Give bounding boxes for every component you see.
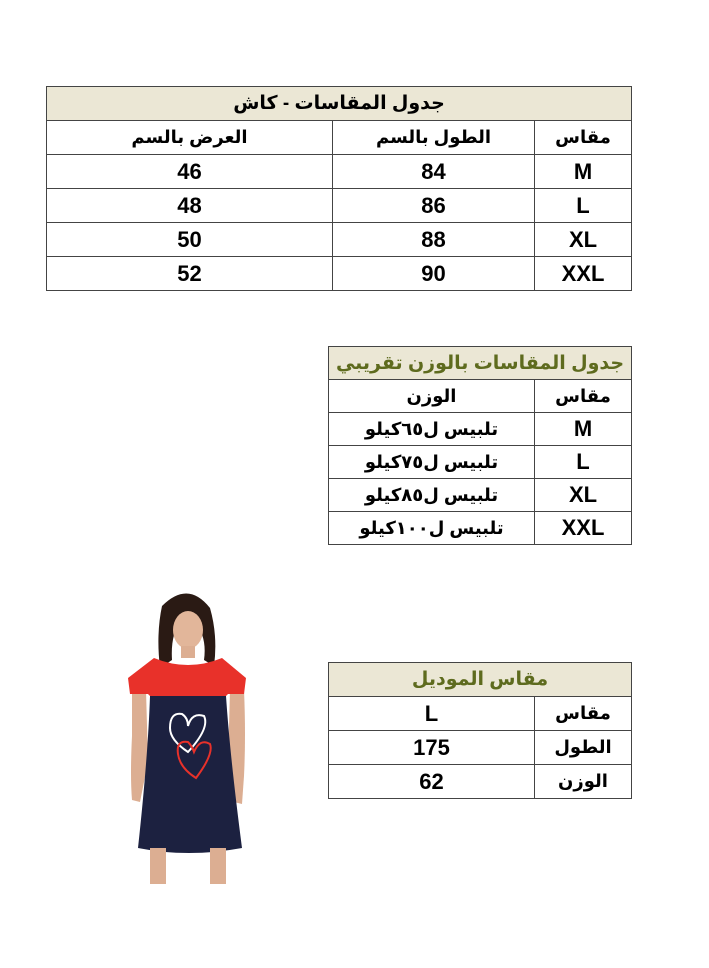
table-row	[329, 446, 632, 479]
length-cell: 90	[333, 257, 535, 291]
size-cell: XXL	[535, 512, 632, 545]
table-row	[47, 155, 632, 189]
size-cell: XXL	[535, 257, 632, 291]
header-size: مقاس	[535, 380, 632, 413]
table-row	[47, 189, 632, 223]
width-cell: 52	[47, 257, 333, 291]
length-cell: 84	[333, 155, 535, 189]
length-cell: 86	[333, 189, 535, 223]
model-label-cell: مقاس	[535, 697, 632, 731]
table-row	[329, 512, 632, 545]
model-right-leg	[210, 848, 226, 884]
weight-chart-table	[328, 346, 632, 545]
dress-top	[128, 658, 246, 696]
model-left-leg	[150, 848, 166, 884]
size-cell: L	[535, 189, 632, 223]
size-cell: XL	[535, 223, 632, 257]
model-photo	[118, 586, 258, 886]
model-value-cell: 175	[329, 731, 535, 765]
weight-chart-title: جدول المقاسات بالوزن تقريبي	[329, 347, 632, 380]
model-value-cell: L	[329, 697, 535, 731]
width-cell: 48	[47, 189, 333, 223]
weight-cell: تلبيس ل٧٥كيلو	[329, 446, 535, 479]
weight-cell: تلبيس ل١٠٠كيلو	[329, 512, 535, 545]
size-cell: M	[535, 413, 632, 446]
header-length: الطول بالسم	[333, 121, 535, 155]
weight-cell: تلبيس ل٦٥كيلو	[329, 413, 535, 446]
length-cell: 88	[333, 223, 535, 257]
width-cell: 46	[47, 155, 333, 189]
model-label-cell: الطول	[535, 731, 632, 765]
table-row	[47, 223, 632, 257]
weight-cell: تلبيس ل٨٥كيلو	[329, 479, 535, 512]
table-row	[47, 257, 632, 291]
header-weight: الوزن	[329, 380, 535, 413]
size-chart-title: جدول المقاسات - كاش	[47, 87, 632, 121]
model-face	[173, 611, 203, 649]
table-row	[329, 731, 632, 765]
model-value-cell: 62	[329, 765, 535, 799]
size-cell: M	[535, 155, 632, 189]
model-neck	[181, 646, 195, 658]
model-size-table	[328, 662, 632, 799]
header-width: العرض بالسم	[47, 121, 333, 155]
table-row	[329, 479, 632, 512]
size-chart-table	[46, 86, 632, 291]
table-row	[329, 697, 632, 731]
size-cell: XL	[535, 479, 632, 512]
model-size-title: مقاس الموديل	[329, 663, 632, 697]
table-row	[329, 413, 632, 446]
table-row	[329, 765, 632, 799]
header-size: مقاس	[535, 121, 632, 155]
width-cell: 50	[47, 223, 333, 257]
size-cell: L	[535, 446, 632, 479]
model-label-cell: الوزن	[535, 765, 632, 799]
